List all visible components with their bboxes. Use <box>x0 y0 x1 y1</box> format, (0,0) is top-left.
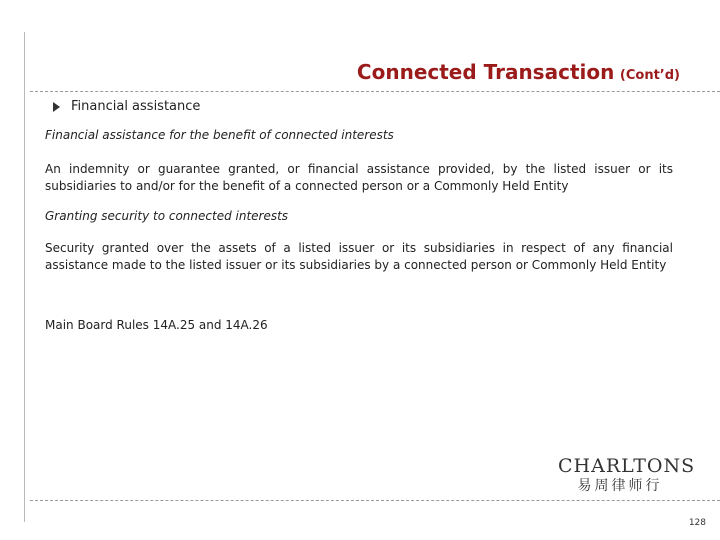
charltons-logo <box>558 455 696 495</box>
bullet-label: Financial assistance <box>71 99 201 114</box>
heading-granting-security: Granting security to connected interests <box>45 209 289 223</box>
rule-reference: Main Board Rules 14A.25 and 14A.26 <box>45 318 268 332</box>
paragraph-granting-security: Security granted over the assets of a listed issuer or its subsidiaries in respect of any financial assistance made to the listed issuer or its subsidiaries by a connected person or Commonly Held Entity <box>45 241 673 272</box>
logo-chinese: 易周律师行 <box>577 478 663 494</box>
logo-english: CHARLTONS <box>558 455 696 477</box>
slide-title <box>357 60 680 84</box>
title-main: Connected Transaction <box>356 60 615 84</box>
left-vertical-rule <box>24 32 25 522</box>
footer-divider <box>30 500 720 501</box>
title-suffix: (Cont’d) <box>619 68 680 83</box>
header-divider <box>30 91 720 92</box>
heading-financial-assistance: Financial assistance for the benefit of connected interests <box>45 128 394 142</box>
triangle-bullet-icon <box>53 102 60 112</box>
bullet-item <box>53 99 200 114</box>
paragraph-financial-assistance: An indemnity or guarantee granted, or financial assistance provided, by the listed issuer or its subsidiaries to and/or for the benefit of a connected person or a Commonly Held Entity <box>45 162 673 193</box>
page-number: 128 <box>688 518 706 528</box>
